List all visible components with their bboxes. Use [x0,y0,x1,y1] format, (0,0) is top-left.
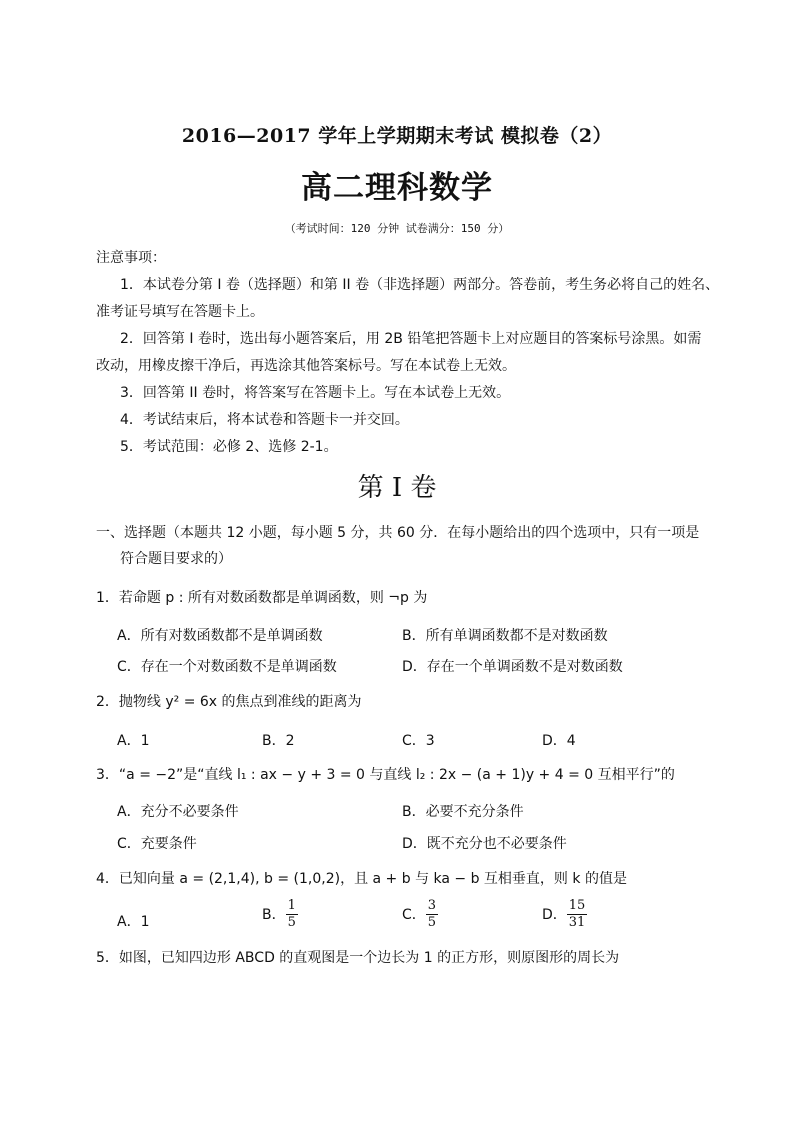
question-3-option-d: D．既不充分也不必要条件 [402,836,567,852]
fraction-numerator: 15 [567,899,588,915]
note-2-line-2: 改动，用橡皮擦干净后，再选涂其他答案标号。写在本试卷上无效。 [96,358,516,374]
notes-heading: 注意事项： [96,250,166,266]
fraction-denominator: 5 [427,915,437,931]
question-1-option-c: C．存在一个对数函数不是单调函数 [117,659,337,675]
note-4: 4．考试结束后，将本试卷和答题卡一并交回。 [120,412,409,428]
question-3-option-a: A．充分不必要条件 [117,804,239,820]
section-title: 第 I 卷 [357,473,437,503]
question-1-option-a: A．所有对数函数都不是单调函数 [117,628,323,644]
part-heading-line-1: 一、选择题（本题共 12 小题，每小题 5 分，共 60 分．在每小题给出的四个选项中，只有一项是 [96,525,700,541]
question-3-stem: 3．“a = −2”是“直线 l₁ : ax − y + 3 = 0 与直线 l₂ : 2x − (a + 1)y + 4 = 0 互相平行”的 [96,767,675,783]
question-4-option-c [402,899,438,931]
option-c-fraction [426,899,438,931]
exam-time-info: （考试时间：120 分钟 试卷满分：150 分） [284,222,510,235]
question-4-stem: 4．已知向量 a = (2,1,4), b = (1,0,2)，且 a + b 与 ka − b 互相垂直，则 k 的值是 [96,871,627,887]
question-3-option-c: C．充要条件 [117,836,197,852]
question-4-option-b [262,899,298,931]
option-b-label: B． [262,906,286,923]
question-2-option-c: C．3 [402,733,435,749]
question-2-stem: 2．抛物线 y² = 6x 的焦点到准线的距离为 [96,694,362,710]
fraction-numerator: 3 [426,899,438,915]
fraction-denominator: 31 [568,915,586,931]
question-2-option-d: D．4 [542,733,576,749]
question-1-option-b: B．所有单调函数都不是对数函数 [402,628,608,644]
option-b-fraction [286,899,298,931]
fraction-numerator: 1 [286,899,298,915]
option-c-label: C． [402,906,426,923]
question-4-option-a: A．1 [117,914,150,930]
question-4-option-d [542,899,587,931]
question-1-option-d: D．存在一个单调函数不是对数函数 [402,659,623,675]
subject-title: 高二理科数学 [301,170,493,206]
option-d-fraction [567,899,588,931]
question-3-option-b: B．必要不充分条件 [402,804,524,820]
part-heading-line-2: 符合题目要求的） [120,551,232,567]
exam-title: 2016—2017 学年上学期期末考试 模拟卷（2） [181,125,613,147]
question-1-stem: 1．若命题 p : 所有对数函数都是单调函数，则 ¬p 为 [96,590,428,606]
note-5: 5．考试范围：必修 2、选修 2-1。 [120,439,338,455]
note-2-line-1: 2．回答第 I 卷时，选出每小题答案后，用 2B 铅笔把答题卡上对应题目的答案标号涂黑。如需 [120,331,702,347]
question-2-option-a: A．1 [117,733,150,749]
option-d-label: D． [542,906,567,923]
note-3: 3．回答第 II 卷时，将答案写在答题卡上。写在本试卷上无效。 [120,385,511,401]
question-5-stem: 5．如图，已知四边形 ABCD 的直观图是一个边长为 1 的正方形，则原图形的周长为 [96,950,620,966]
note-1-line-2: 准考证号填写在答题卡上。 [96,304,264,320]
fraction-denominator: 5 [287,915,296,931]
note-1-line-1: 1．本试卷分第 I 卷（选择题）和第 II 卷（非选择题）两部分。答卷前，考生务必将自己的姓名、 [120,277,720,293]
question-2-option-b: B．2 [262,733,295,749]
